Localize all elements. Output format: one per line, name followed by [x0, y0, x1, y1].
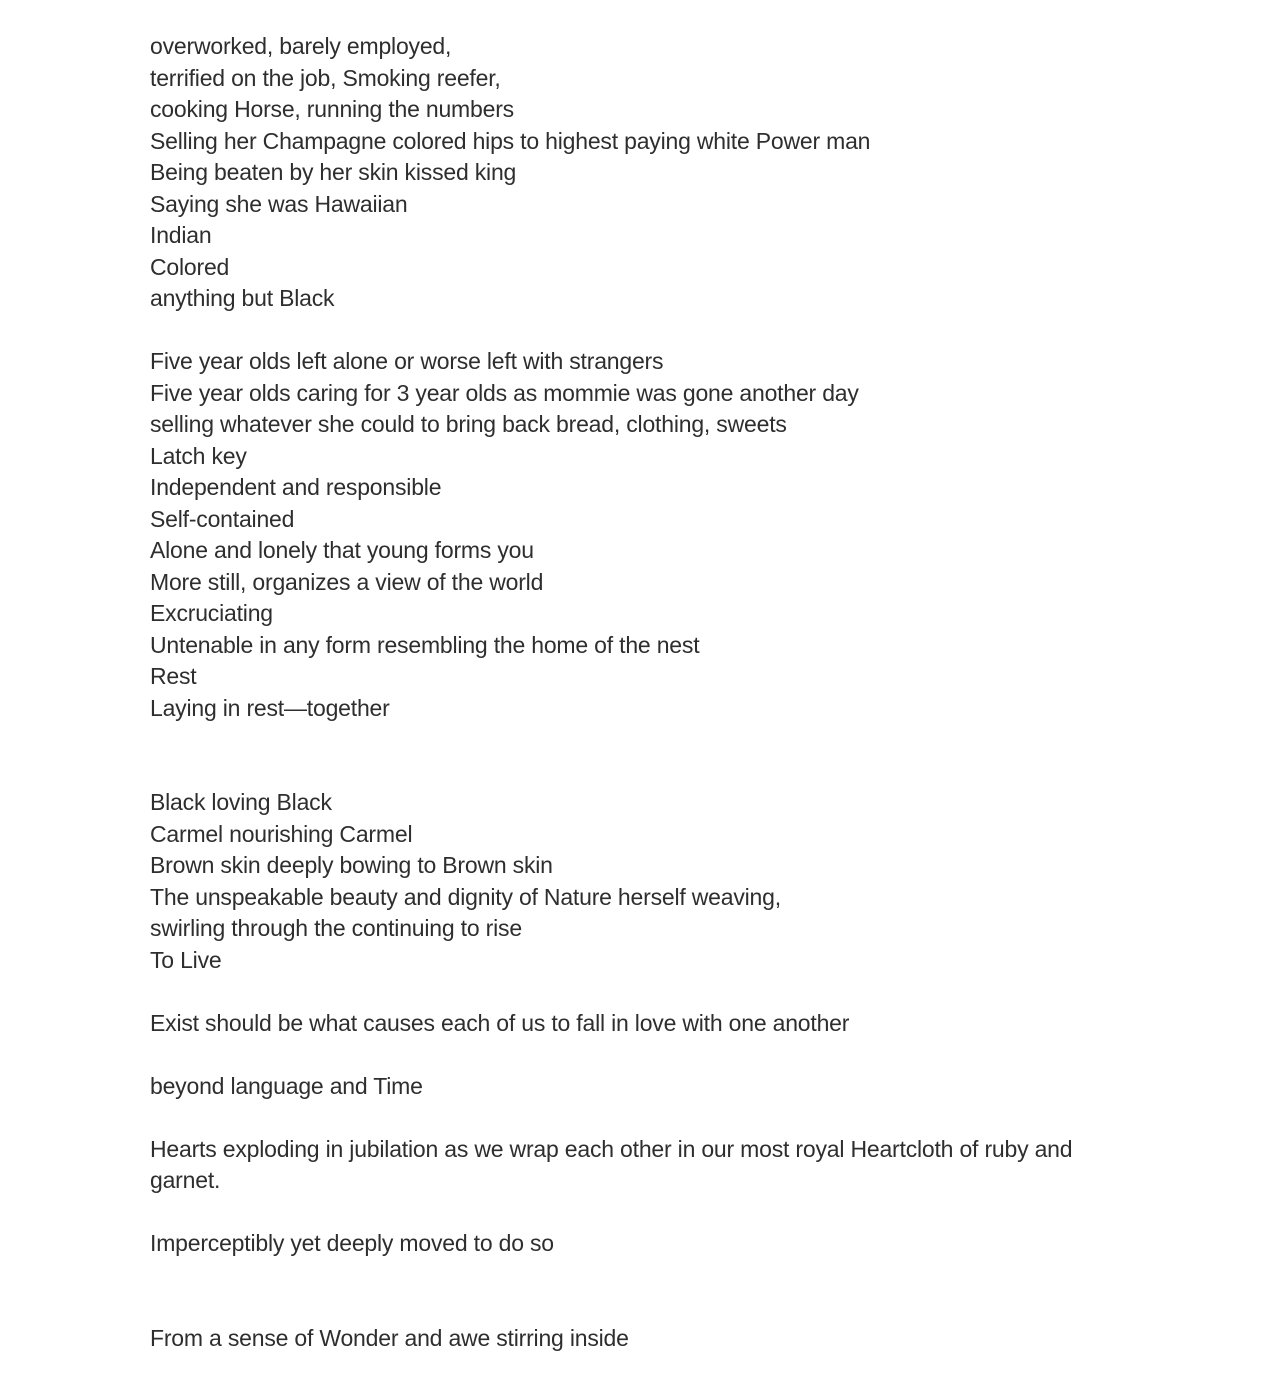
- stanza-7: [150, 1228, 1110, 1260]
- poem-line: To Live: [150, 946, 222, 973]
- poem-line: selling whatever she could to bring back bread, clothing, sweets: [150, 411, 787, 437]
- poem-line: Saying she was Hawaiian: [150, 190, 408, 217]
- poem-line: Black loving Black: [150, 789, 332, 815]
- poem-line: overworked, barely employed,: [150, 33, 452, 59]
- poem-line: Laying in rest—together: [150, 694, 390, 721]
- stanza-8: [150, 1323, 1110, 1355]
- poem-line: Five year olds caring for 3 year olds as mommie was gone another day: [150, 379, 859, 406]
- poem-line: Exist should be what causes each of us to fall in love with one another: [150, 1009, 850, 1036]
- poem-line: Untenable in any form resembling the home of the nest: [150, 631, 700, 658]
- stanza-4: [150, 1008, 1110, 1040]
- poem-line: The unspeakable beauty and dignity of Nature herself weaving,: [150, 883, 781, 910]
- poem-text: [150, 31, 1110, 1354]
- stanza-break: [150, 315, 1110, 347]
- stanza-2: [150, 346, 1110, 724]
- stanza-break: [150, 1260, 1110, 1323]
- stanza-5: [150, 1071, 1110, 1103]
- poem-line: Five year olds left alone or worse left with strangers: [150, 348, 664, 374]
- poem-line: From a sense of Wonder and awe stirring inside: [150, 1324, 629, 1351]
- poem-line: More still, organizes a view of the world: [150, 568, 544, 595]
- poem-line: Excruciating: [150, 600, 273, 626]
- poem-line: Latch key: [150, 442, 247, 469]
- poem-line: Carmel nourishing Carmel: [150, 820, 413, 847]
- stanza-break: [150, 724, 1110, 787]
- stanza-break: [150, 976, 1110, 1008]
- poem-line: Alone and lonely that young forms you: [150, 537, 534, 563]
- stanza-1: [150, 31, 1110, 315]
- poem-line: Selling her Champagne colored hips to highest paying white Power man: [150, 127, 871, 154]
- poem-line: Hearts exploding in jubilation as we wrap each other in our most royal Heartcloth of ruby and garnet.: [150, 1135, 1073, 1193]
- poem-line: Colored: [150, 253, 230, 280]
- stanza-break: [150, 1197, 1110, 1229]
- poem-line: Independent and responsible: [150, 474, 442, 500]
- poem-line: anything but Black: [150, 285, 335, 311]
- poem-line: swirling through the continuing to rise: [150, 915, 522, 941]
- poem-line: terrified on the job, Smoking reefer,: [150, 64, 501, 91]
- stanza-6: [150, 1134, 1110, 1197]
- poem-line: Brown skin deeply bowing to Brown skin: [150, 852, 553, 878]
- poem-line: beyond language and Time: [150, 1072, 423, 1099]
- poem-line: Being beaten by her skin kissed king: [150, 159, 517, 185]
- poem-line: Imperceptibly yet deeply moved to do so: [150, 1230, 554, 1256]
- poem-line: Indian: [150, 222, 212, 248]
- stanza-break: [150, 1102, 1110, 1134]
- stanza-3: [150, 787, 1110, 976]
- poem-line: Rest: [150, 663, 197, 689]
- poem-line: cooking Horse, running the numbers: [150, 96, 514, 122]
- poem-line: Self-contained: [150, 505, 295, 532]
- stanza-break: [150, 1039, 1110, 1071]
